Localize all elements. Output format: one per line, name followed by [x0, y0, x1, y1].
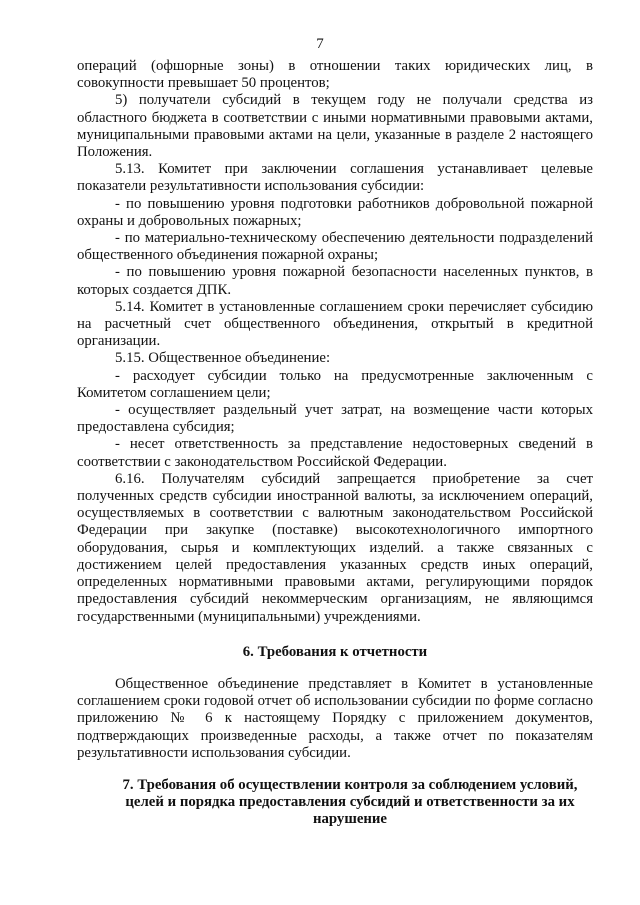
paragraph-5-15: 5.15. Общественное объединение: [115, 350, 331, 367]
section-6-paragraph: Общественное объединение представляет в Комитет в установленные соглашением сроки годовой отчет об использовании субсидии по форме согласно приложению № 6 к настоящему Порядку с приложением документов, подтверждающих произведенные расходы, а также отчет по показателям результативности использования субсидии. [77, 675, 593, 761]
section-7-heading: 7. Требования об осуществлении контроля за соблюдением условий, целей и порядка предоставления субсидий и ответственности за их нарушение [122, 776, 578, 828]
list-item-fire-safety: - по повышению уровня пожарной безопасности населенных пунктов, в которых создается ДПК. [77, 264, 593, 298]
document-body [77, 58, 593, 829]
paragraph-offshore: операций (офшорные зоны) в отношении таких юридических лиц, в совокупности превышает 50 процентов; [77, 58, 593, 92]
list-item-training: - по повышению уровня подготовки работников добровольной пожарной охраны и добровольных пожарных; [77, 195, 593, 229]
page-number: 7 [316, 36, 324, 52]
list-item-material-support: - по материально-техническому обеспечению деятельности подразделений общественного объединения пожарной охраны; [77, 230, 593, 264]
paragraph-6-16: 6.16. Получателям субсидий запрещается приобретение за счет полученных средств субсидии иностранной валюты, за исключением операций, осуществляемых в соответствии с валютным законодательством Российской Федерации при закупке (поставке) высокотехнологичного импортного оборудования, сырья и комплектующих изделий. а также связанных с достижением целей предоставления указанных средств иных операций, определенных нормативными правовыми актами, регулирующими порядок предоставления субсидий некоммерческим организациям, не являющимся государственными (муниципальными) учреждениями. [77, 470, 593, 625]
paragraph-condition-5: 5) получатели субсидий в текущем году не получали средства из областного бюджета в соответствии с иными нормативными правовыми актами, муниципальными правовыми актами на цели, указанные в разделе 2 настоящего Положения. [77, 92, 593, 161]
list-item-spend-on-goals: - расходует субсидии только на предусмотренные заключенным с Комитетом соглашением цели; [77, 367, 593, 401]
list-item-separate-accounting: - осуществляет раздельный учет затрат, на возмещение части которых предоставлена субсидия; [77, 402, 593, 436]
section-6-heading: 6. Требования к отчетности [242, 643, 428, 660]
list-item-responsibility: - несет ответственность за представление недостоверных сведений в соответствии с законодательством Российской Федерации. [77, 436, 593, 470]
paragraph-5-13: 5.13. Комитет при заключении соглашения устанавливает целевые показатели результативности использования субсидии: [77, 161, 593, 195]
paragraph-5-14: 5.14. Комитет в установленные соглашением сроки перечисляет субсидию на расчетный счет общественного объединения, открытый в кредитной организации. [77, 298, 593, 350]
